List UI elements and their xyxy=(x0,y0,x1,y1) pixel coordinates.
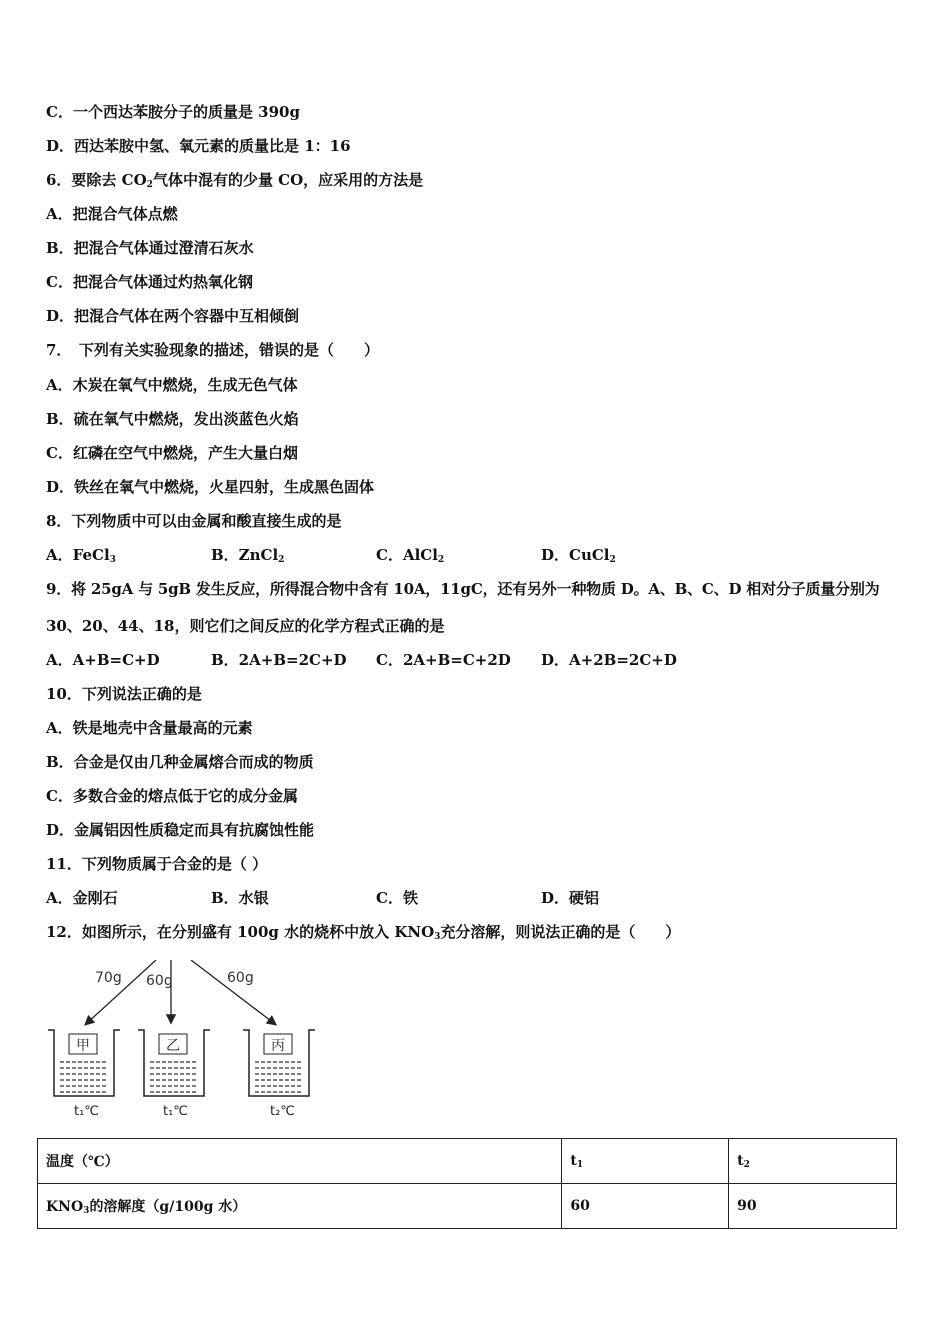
q6-option-c: C．把混合气体通过灼热氧化钢 xyxy=(46,273,253,291)
q6-stem-pre: 6．要除去 CO xyxy=(46,171,147,189)
q10-option-d: D．金属铝因性质稳定而具有抗腐蚀性能 xyxy=(46,821,315,839)
mass-label-1: 70g xyxy=(95,970,122,986)
q11-option-b: B．水银 xyxy=(211,889,269,907)
q8-option-a-sub: 3 xyxy=(109,555,116,565)
t2-sub: 2 xyxy=(743,1159,750,1170)
q6-option-d: D．把混合气体在两个容器中互相倾倒 xyxy=(46,307,300,325)
q8-option-a xyxy=(46,545,116,570)
t1-sub: 1 xyxy=(576,1159,584,1170)
q8-option-a-text: A．FeCl xyxy=(46,546,110,564)
table-row xyxy=(38,1184,897,1229)
temp-label-1: t₁℃ xyxy=(74,1104,99,1119)
q11-stem: 11．下列物质属于合金的是（ ） xyxy=(46,855,268,873)
q7-option-b: B．硫在氧气中燃烧，发出淡蓝色火焰 xyxy=(46,410,299,428)
q6-stem-post: 气体中混有的少量 CO，应采用的方法是 xyxy=(152,171,424,189)
temp-label-2: t₁℃ xyxy=(163,1104,188,1119)
mass-label-3: 60g xyxy=(227,970,254,986)
q8-option-b xyxy=(211,545,284,570)
q11-option-a: A．金刚石 xyxy=(46,889,118,907)
q8-option-c-sub: 2 xyxy=(437,555,445,565)
t1-text: t xyxy=(570,1152,577,1169)
q12-stem-post: 充分溶解，则说法正确的是（ ） xyxy=(440,923,681,941)
q10-option-a: A．铁是地壳中含量最高的元素 xyxy=(46,719,253,737)
q8-option-b-sub: 2 xyxy=(278,555,285,565)
table-row xyxy=(38,1139,897,1184)
table-cell-solubility-label xyxy=(38,1184,562,1229)
beaker-figure xyxy=(40,960,330,1125)
q5-option-d: D．西达苯胺中氢、氧元素的质量比是 1：16 xyxy=(46,137,351,155)
q8-option-d-text: D．CuCl xyxy=(541,546,610,564)
table-cell-value-t2: 90 xyxy=(729,1184,897,1229)
q8-option-b-text: B．ZnCl xyxy=(211,546,279,564)
solubility-table xyxy=(37,1138,897,1229)
q10-option-b: B．合金是仅由几种金属熔合而成的物质 xyxy=(46,753,314,771)
q9-option-c: C．2A+B=C+2D xyxy=(376,651,511,669)
q10-option-c: C．多数合金的熔点低于它的成分金属 xyxy=(46,787,298,805)
table-cell-temp-label: 温度（℃） xyxy=(38,1139,562,1184)
table-cell-value-t1: 60 xyxy=(562,1184,729,1229)
q8-option-c xyxy=(376,545,444,570)
beaker-label-3: 丙 xyxy=(271,1038,285,1054)
q7-option-a: A．木炭在氧气中燃烧，生成无色气体 xyxy=(46,376,298,394)
q9-option-a: A．A+B=C+D xyxy=(46,651,160,669)
q8-option-d-sub: 2 xyxy=(609,555,616,565)
q6-option-a: A．把混合气体点燃 xyxy=(46,205,178,223)
q9-stem-line1: 9．将 25gA 与 5gB 发生反应，所得混合物中含有 10A，11gC，还有另外一种物质 D。A、B、C、D 相对分子质量分别为 xyxy=(46,580,880,598)
table-cell-t1 xyxy=(562,1139,729,1184)
temp-label-3: t₂℃ xyxy=(270,1104,295,1119)
q5-option-c: C．一个西达苯胺分子的质量是 390g xyxy=(46,103,300,121)
solubility-label-pre: KNO xyxy=(46,1199,84,1215)
q9-stem-line2: 30、20、44、18，则它们之间反应的化学方程式正确的是 xyxy=(46,617,445,635)
q6-stem-sub: 2 xyxy=(146,180,153,190)
mass-label-2: 60g xyxy=(146,973,173,989)
q12-stem xyxy=(46,922,680,947)
q8-option-d xyxy=(541,545,616,570)
q12-stem-pre: 12．如图所示，在分别盛有 100g 水的烧杯中放入 KNO xyxy=(46,923,435,941)
q6-option-b: B．把混合气体通过澄清石灰水 xyxy=(46,239,254,257)
table-cell-t2 xyxy=(729,1139,897,1184)
q8-stem: 8．下列物质中可以由金属和酸直接生成的是 xyxy=(46,512,342,530)
t2-text: t xyxy=(737,1152,744,1169)
q7-option-d: D．铁丝在氧气中燃烧，火星四射，生成黑色固体 xyxy=(46,478,375,496)
solubility-label-post: 的溶解度（g/100g 水） xyxy=(89,1199,247,1215)
q7-option-c: C．红磷在空气中燃烧，产生大量白烟 xyxy=(46,444,298,462)
q8-option-c-text: C．AlCl xyxy=(376,546,438,564)
q9-option-d: D．A+2B=2C+D xyxy=(541,651,677,669)
solubility-label-sub: 3 xyxy=(83,1206,90,1216)
q9-option-b: B．2A+B=2C+D xyxy=(211,651,347,669)
q6-stem xyxy=(46,170,423,195)
q11-option-c: C．铁 xyxy=(376,889,418,907)
q11-option-d: D．硬铝 xyxy=(541,889,600,907)
q7-stem: 7． 下列有关实验现象的描述，错误的是（ ） xyxy=(46,341,379,359)
q12-stem-sub: 3 xyxy=(434,932,441,942)
beaker-label-1: 甲 xyxy=(76,1038,90,1054)
beaker-label-2: 乙 xyxy=(166,1038,180,1054)
q10-stem: 10．下列说法正确的是 xyxy=(46,685,202,703)
